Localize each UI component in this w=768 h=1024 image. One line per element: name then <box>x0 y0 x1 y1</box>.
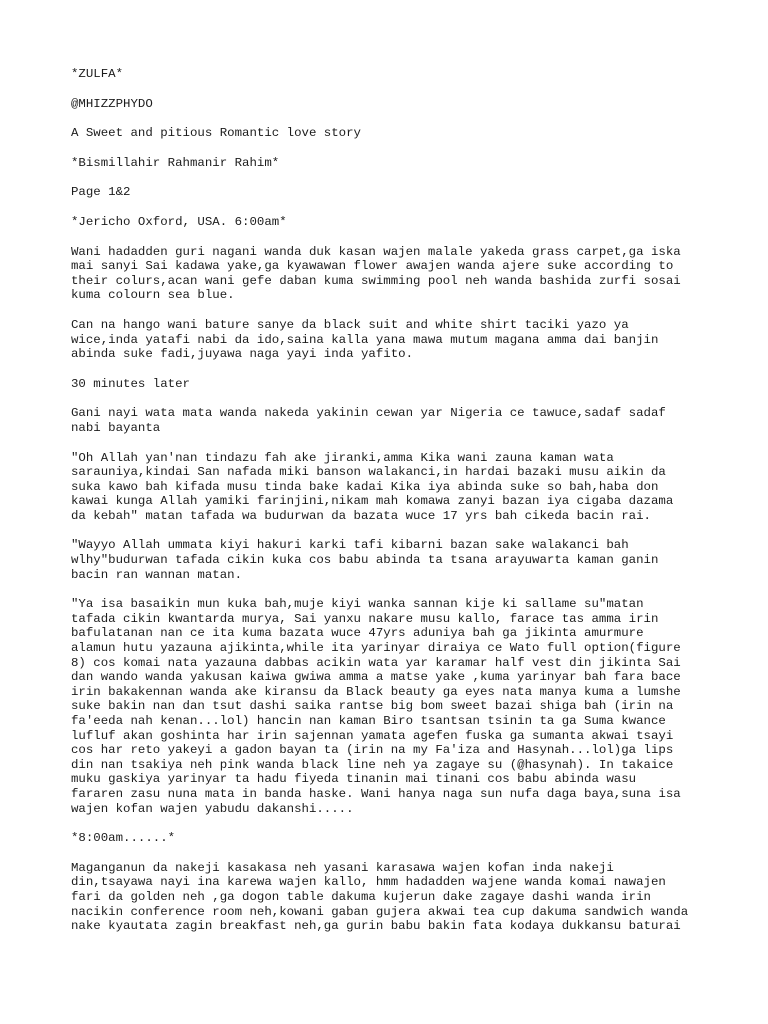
scene-heading: *Jericho Oxford, USA. 6:00am* <box>71 214 287 229</box>
page-number: Page 1&2 <box>71 185 131 200</box>
body-paragraph: "Wayyo Allah ummata kiyi hakuri karki tafi kibarni bazan sake walakanci bah wlhy"budurwan tafada cikin kuka cos babu abinda ta tsana arayuwarta kaman ganin bacin ran wannan matan. <box>71 538 659 582</box>
scene-heading: *8:00am......* <box>71 831 176 846</box>
time-note: 30 minutes later <box>71 376 190 391</box>
body-paragraph: "Oh Allah yan'nan tindazu fah ake jiranki,amma Kika wani zauna kaman wata sarauniya,kindai San nafada miki banson walakanci,in hardai bazaki musu aikin da suka kawo bah kifada musu tinda bake kadai Kika iya abinda suke so bah,haba don kawai kunga Allah yamiki farinjini,nikam mah komawa zanyi bazan iya cigaba dazama da kebah" matan tafada wa budurwan da bazata wuce 17 yrs bah cikeda bacin rai. <box>71 450 674 523</box>
author-handle: @MHIZZPHYDO <box>71 96 153 111</box>
body-paragraph: Gani nayi wata mata wanda nakeda yakinin cewan yar Nigeria ce tawuce,sadaf sadaf nabi bayanta <box>71 406 666 435</box>
body-paragraph: Wani hadadden guri nagani wanda duk kasan wajen malale yakeda grass carpet,ga iska mai sanyi Sai kadawa yake,ga kyawawan flower awajen wanda ajere suke according to their colurs,acan wani gefe daban kuma swimming pool neh wanda bashida zurfi sosai kuma colourn sea blue. <box>71 244 681 303</box>
bismillah-line: *Bismillahir Rahmanir Rahim* <box>71 155 280 170</box>
document-body <box>71 67 711 949</box>
story-title: *ZULFA* <box>71 67 124 81</box>
story-subtitle: A Sweet and pitious Romantic love story <box>71 126 361 141</box>
body-paragraph: Maganganun da nakeji kasakasa neh yasani karasawa wajen kofan inda nakeji din,tsayawa nayi ina karewa wajen kallo, hmm hadadden wajene wanda komai nawajen fari da golden neh ,ga dogon table dakuma kujerun dake zagaye dashi wanda irin nacikin conference room neh,kowani gaban gujera akwai tea cup dakuma sandwich wanda nake kyautata zagin breakfast neh,ga gurin babu bakin fata kodaya dukkansu baturai <box>71 860 689 934</box>
body-paragraph: "Ya isa basaikin mun kuka bah,muje kiyi wanka sannan kije ki sallame su"matan tafada cikin kwantarda murya, Sai yanxu nakare musu kallo, farace tas amma irin bafulatanan nan ce ita kuma bazata wuce 47yrs aduniya bah ga jikinta amurmure alamun hutu yazauna ajikinta,while ita yarinyar diraiya ce Wato full option(figure 8) cos komai nata yazauna dabbas acikin wata yar karamar half vest din jikinta Sai dan wando wanda yakusan kaiwa gwiwa amma a matse yake ,kuma yarinyar bah fara bace irin bakakennan wanda ake kiransu da Black beauty ga eyes nata manya kuma a lumshe suke bakin nan dan tsut dashi saika rantse big bom sweet bazai shiga bah (irin na fa'eeda nah kenan...lol) hancin nan kaman Biro tsantsan tsinin ta ga Suma kwance lufluf akan goshinta har irin sajennan yamata agefen fuska ga sumanta akwai tsayi cos har reto yakeyi a gadon bayan ta (irin na my Fa'iza and Hasynah...lol)ga lips din nan tsakiya neh pink wanda black line neh ya zagaye su (@hasynah). In takaice muku gaskiya yarinyar ta hadu fiyeda tinanin mai tinani cos babu abinda wasu fararen zasu nuna mata in banda haske. Wani hanya naga sun nufa daga baya,suna isa wajen kofan wajen yabudu dakanshi..... <box>71 597 681 816</box>
body-paragraph: Can na hango wani bature sanye da black suit and white shirt taciki yazo ya wice,inda yatafi nabi da ido,saina kalla yana mawa mutum magana amma dai banjin abinda suke fadi,juyawa naga yayi inda yafito. <box>71 317 659 362</box>
